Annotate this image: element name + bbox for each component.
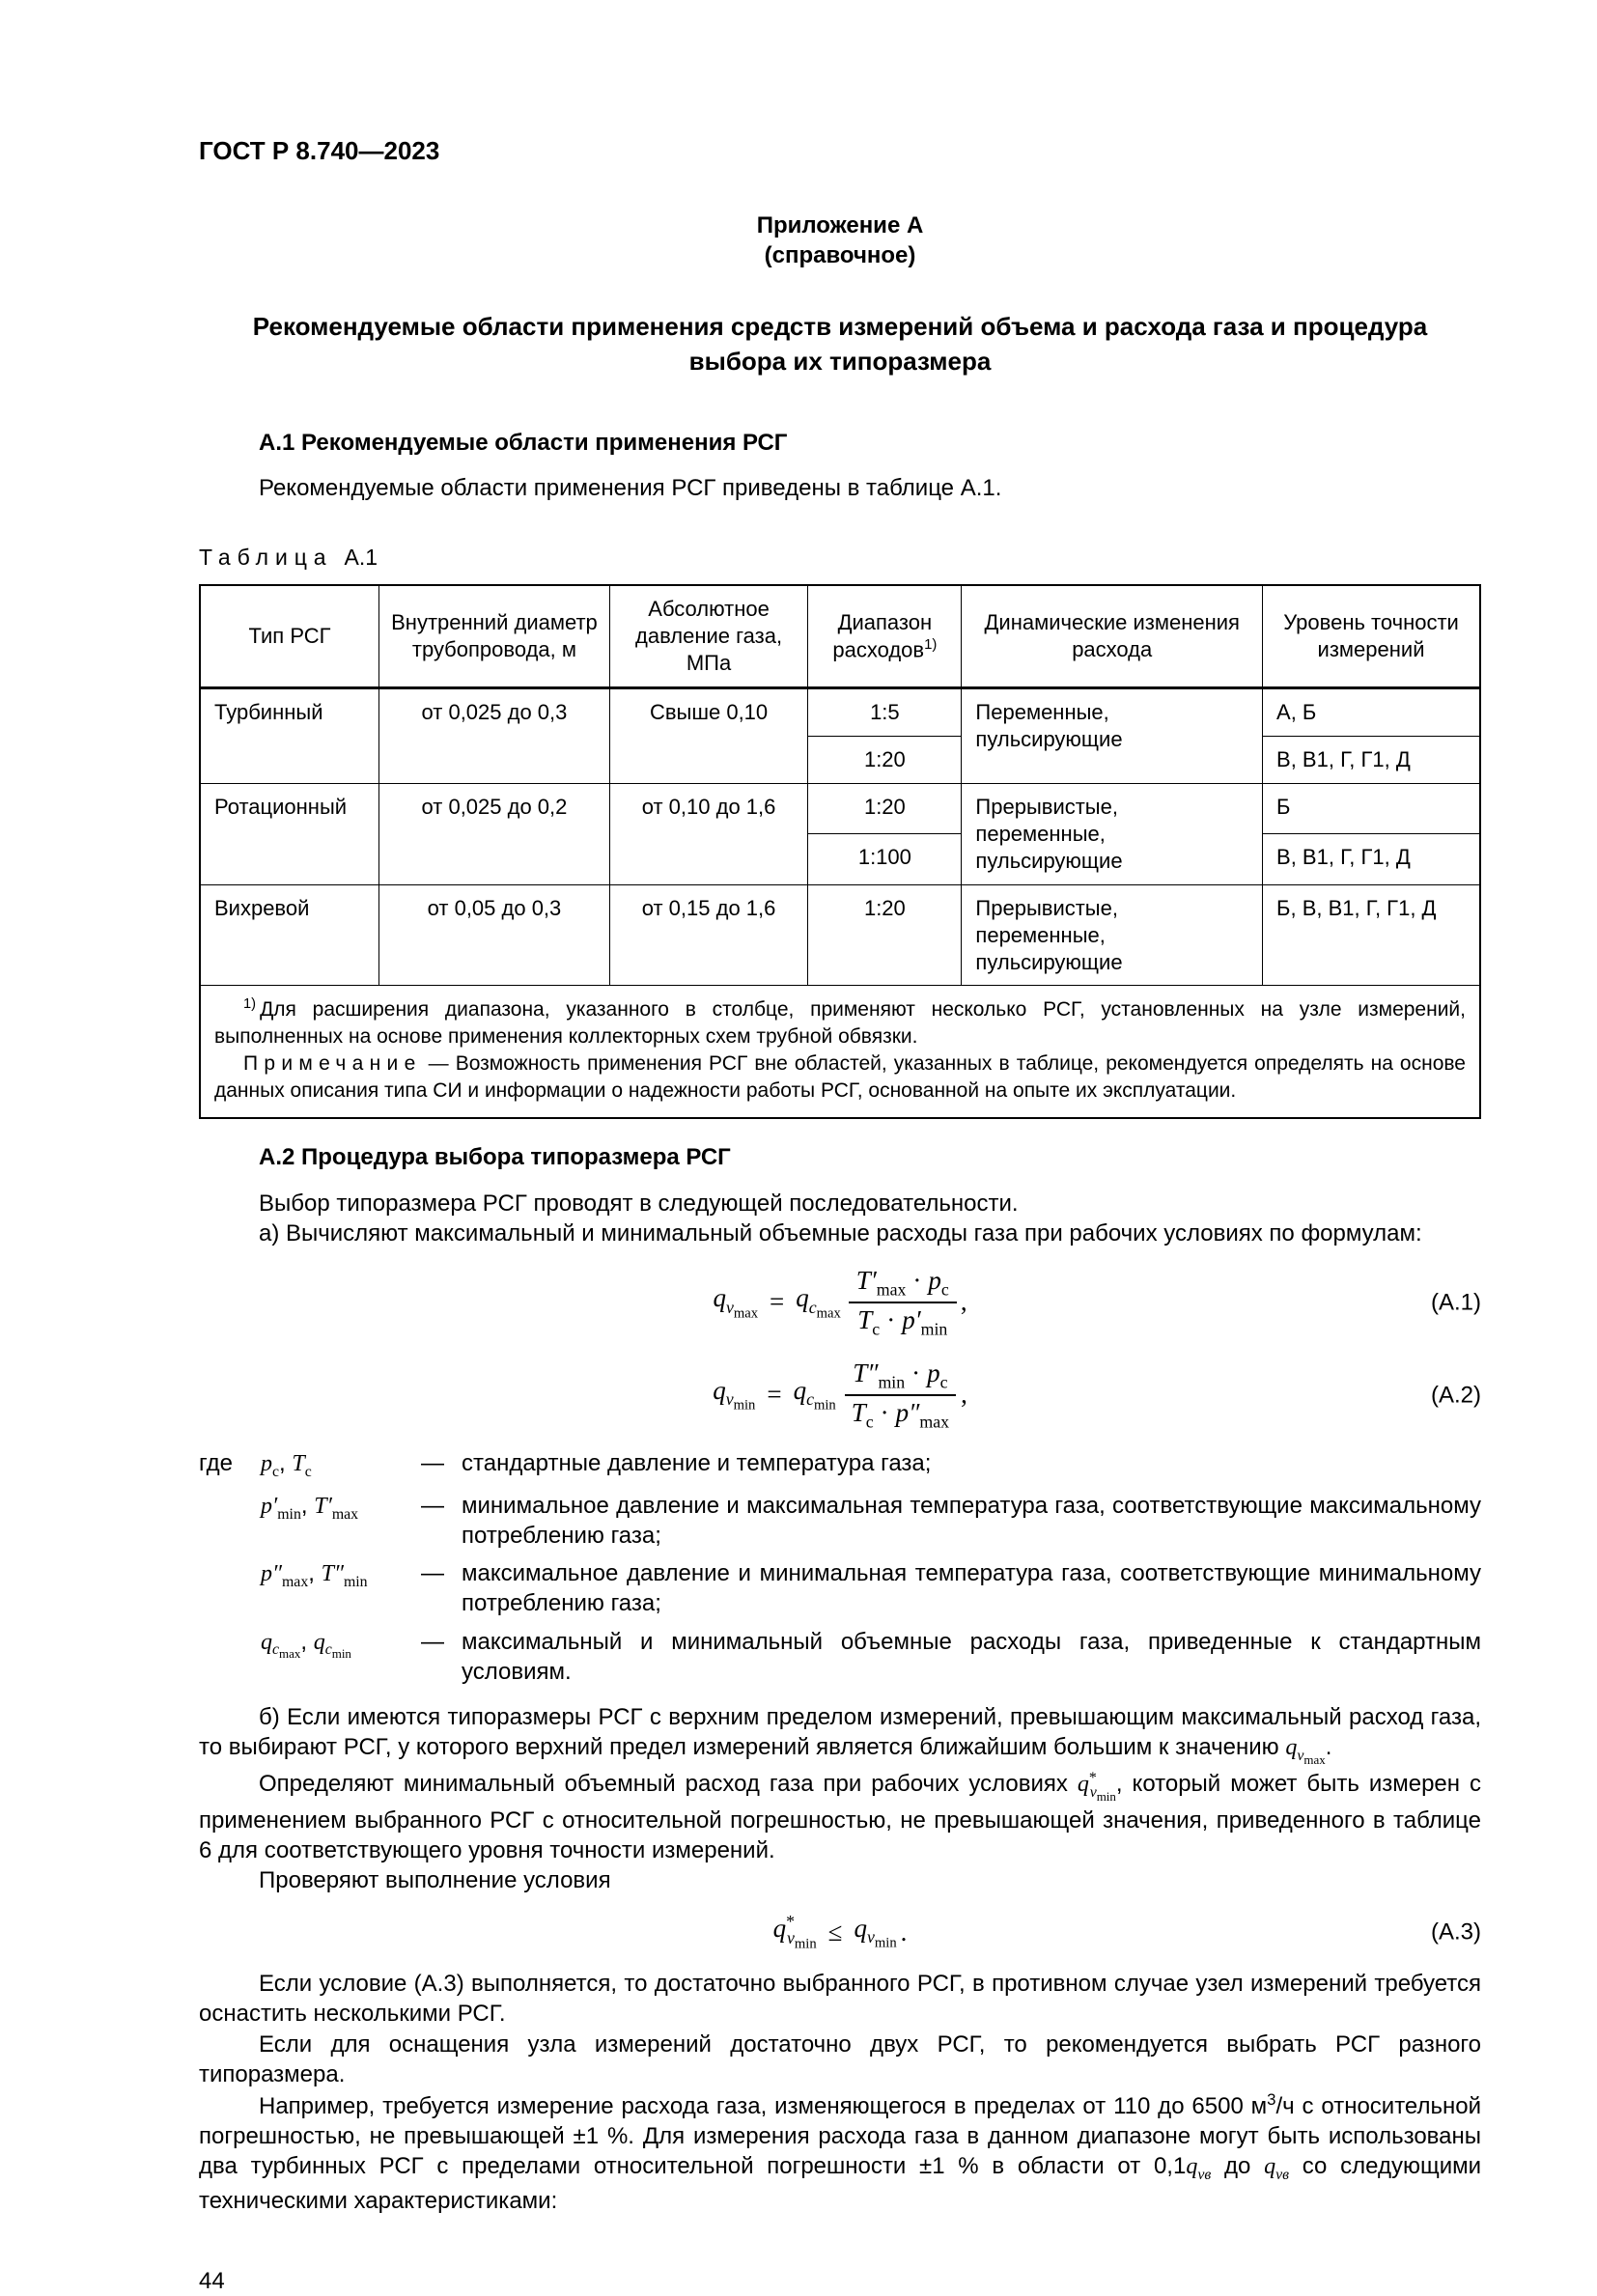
table-footnote-row — [200, 986, 1480, 1118]
where-lead: где — [199, 1450, 234, 1477]
section-a1-title: А.1 Рекомендуемые области применения РСГ — [259, 429, 788, 456]
cell-range: 1:20 — [808, 884, 962, 986]
table-caption-number: А.1 — [344, 545, 378, 571]
cell-accuracy: Б, В, В1, Г, Г1, Д — [1263, 884, 1480, 986]
cell-dynamic: Переменные, пульсирующие — [962, 687, 1263, 783]
col-header-diameter: Внутренний диаметр трубопровода, м — [379, 585, 610, 687]
paragraph-example: Например, требуется измерение расхода газа, изменяющегося в пределах от 110 до 6500 $м^3/ч$ с относительной погрешностью, не превышающей ±1 %. Для измерения расхода газа в данном диапазоне могут быть использованы два турбинных РСГ с пределами относительной погрешности ±1 % в области от $0,1q_{vв}$ до $q_{vв}$ со следующими техническими характеристиками: — [199, 2090, 1482, 2214]
where-definition: минимальное давление и максимальная температура газа, соответствующие максимальному потреблению газа; — [462, 1492, 1481, 1549]
col-header-dynamic: Динамические изменения расхода — [962, 585, 1263, 687]
table-caption-label: Таблица — [199, 545, 333, 571]
table-row — [200, 884, 1480, 986]
math-var-qvmax: $q_{v_{max}}$ — [1285, 1735, 1326, 1768]
table-footnotes — [200, 986, 1480, 1118]
where-definition: максимальный и минимальный объемные расходы газа, приведенные к стандартным условиям. — [462, 1628, 1481, 1685]
where-term: $q_{c_{max}}$, $q_{c_{min}}$ — [261, 1628, 351, 1662]
where-dash: — — [421, 1450, 444, 1477]
formula-a2-expression: $q_{v_{min}}$ = $q_{c_{min}}$ $T''_{min}$ · $p_с$ $T_с$ · $p''_{max}$ , — [713, 1357, 967, 1434]
cell-dynamic: Прерывистые, переменные, пульсирующие — [962, 884, 1263, 986]
main-heading: Рекомендуемые области применения средств измерений объема и расхода газа и процедура выбора их типоразмера — [252, 312, 1428, 377]
cell-diameter: от 0,025 до 0,3 — [379, 687, 610, 783]
col-header-type: Тип РСГ — [200, 585, 379, 687]
leq-sign: ≤ — [827, 1917, 843, 1946]
footnote-ref: 1) — [924, 635, 938, 653]
cell-diameter: от 0,05 до 0,3 — [379, 884, 610, 986]
fraction — [844, 1357, 957, 1434]
appendix-title-block — [199, 210, 1481, 271]
table-footnote: $^{1)}$ Для расширения диапазона, указанного в столбце, применяют несколько РСГ, установленных на узле измерений, выполненных на основе применения коллекторных схем трубной обвязки. — [214, 996, 1466, 1049]
cell-type: Турбинный — [200, 687, 379, 783]
equals-sign: = — [770, 1287, 785, 1317]
where-term: $p_с$, $T_с$ — [261, 1450, 312, 1481]
paragraph: а) Вычисляют максимальный и минимальный объемные расходы газа при рабочих условиях по формулам: — [259, 1219, 1422, 1246]
cell-pressure: от 0,15 до 1,6 — [609, 884, 808, 986]
equals-sign: = — [767, 1379, 782, 1409]
where-term: $p'_{min}$, $T'_{max}$ — [261, 1492, 359, 1523]
cell-diameter: от 0,025 до 0,2 — [379, 783, 610, 884]
cell-accuracy: Б — [1263, 783, 1480, 833]
formula-a1 — [199, 1264, 1481, 1341]
superscript-3: 3 — [1267, 2090, 1276, 2110]
numerator: $T'_{max}$ · $p_с$ — [849, 1264, 957, 1303]
math-var-qvmax: $q_{v_{max}}$ — [713, 1283, 758, 1322]
cell-pressure: от 0,10 до 1,6 — [609, 783, 808, 884]
formula-label: (А.3) — [1430, 1918, 1481, 1946]
formula-a1-expression: $q_{v_{max}}$ = $q_{c_{max}}$ $T'_{max}$ · $p_с$ $T_с$ · $p'_{min}$ , — [713, 1264, 967, 1341]
math-var-qcmax: $q_{c_{max}}$ — [796, 1283, 841, 1322]
cell-accuracy: В, В1, Г, Г1, Д — [1263, 834, 1480, 884]
table-caption — [199, 544, 1481, 573]
cell-range: 1:20 — [808, 783, 962, 833]
table-a1 — [199, 584, 1481, 1119]
table-header-row — [200, 585, 1480, 687]
math-var-qvmin: $q_{v_{min}}$ — [854, 1913, 897, 1951]
fraction — [849, 1264, 957, 1341]
cell-range: 1:5 — [808, 687, 962, 736]
table-row — [200, 687, 1480, 736]
paragraph-determine: Определяют минимальный объемный расход газа при рабочих условиях $q^*_{v_{min}}$, который может быть измерен с применением выбранного РСГ с относительной погрешностью, не превышающей значения, приведенного в таблице 6 для соответствующего уровня точности измерений. — [199, 1769, 1481, 1863]
cell-accuracy: В, В1, Г, Г1, Д — [1263, 736, 1480, 783]
math-var-qvmin: $q_{v_{min}}$ — [713, 1376, 756, 1414]
paragraph-b: б) Если имеются типоразмеры РСГ с верхним пределом измерений, превышающим максимальный расход газа, то выбирают РСГ, у которого верхний предел измерений является ближайшим большим к значению $q_{v_{max}}$. — [199, 1703, 1481, 1768]
formula-a2 — [199, 1357, 1481, 1434]
table-note: Примечание — Возможность применения РСГ вне областей, указанных в таблице, рекомендуется определять на основе данных описания типа СИ и информации о надежности работы РСГ, основанной на опыте их эксплуатации. — [214, 1051, 1466, 1102]
note-label: Примечание — [243, 1051, 422, 1075]
formula-label: (А.1) — [1430, 1289, 1481, 1316]
appendix-kind: (справочное) — [764, 242, 916, 269]
where-definition: стандартные давление и температура газа; — [462, 1450, 932, 1477]
paragraph: Если для оснащения узла измерений достаточно двух РСГ, то рекомендуется выбрать РСГ разного типоразмера. — [199, 2030, 1481, 2087]
col-header-accuracy: Уровень точности измерений — [1263, 585, 1480, 687]
formula-a3-expression: $q^*_{v_{min}}$ ≤ $q_{v_{min}}$ . — [772, 1912, 908, 1952]
footnote-marker: 1) — [243, 996, 257, 1013]
paragraph-check: Проверяют выполнение условия — [259, 1867, 611, 1894]
cell-accuracy: А, Б — [1263, 687, 1480, 736]
section-a2-title: А.2 Процедура выбора типоразмера РСГ — [259, 1144, 731, 1171]
where-definition: максимальное давление и минимальная температура газа, соответствующие минимальному потреблению газа; — [462, 1560, 1481, 1617]
math-var-qvb: $q_{vв}$ — [1186, 2154, 1212, 2184]
math-var-qcmin: $q_{c_{min}}$ — [793, 1376, 836, 1414]
where-list — [199, 1448, 1481, 1687]
math-var-qstar-vmin: $q^*_{v_{min}}$ — [772, 1912, 817, 1952]
cell-type: Ротационный — [200, 783, 379, 884]
col-header-pressure: Абсолютное давление газа, МПа — [609, 585, 808, 687]
table-row — [200, 783, 1480, 833]
denominator: $T_с$ · $p''_{max}$ — [851, 1397, 950, 1431]
paragraph-a1-intro: Рекомендуемые области применения РСГ приведены в таблице А.1. — [259, 475, 1002, 502]
appendix-name: Приложение А — [756, 211, 924, 238]
cell-range: 1:100 — [808, 834, 962, 884]
where-dash: — — [421, 1560, 444, 1587]
note-dash: — — [428, 1051, 449, 1075]
where-dash: — — [421, 1492, 444, 1519]
math-var-qvb: $q_{vв}$ — [1264, 2154, 1289, 2184]
page-number: 44 — [199, 2267, 225, 2294]
math-var-qstar-vmin: $q^*_{v_{min}}$ — [1077, 1769, 1116, 1804]
denominator: $T_с$ · $p'_{min}$ — [857, 1304, 948, 1339]
formula-label: (А.2) — [1430, 1381, 1481, 1408]
cell-dynamic: Прерывистые, переменные, пульсирующие — [962, 783, 1263, 884]
cell-type: Вихревой — [200, 884, 379, 986]
numerator: $T''_{min}$ · $p_с$ — [845, 1357, 955, 1396]
where-dash: — — [421, 1628, 444, 1655]
paragraph: Выбор типоразмера РСГ проводят в следующей последовательности. — [259, 1190, 1019, 1217]
paragraph: Если условие (А.3) выполняется, то достаточно выбранного РСГ, в противном случае узел измерений требуется оснастить несколькими РСГ. — [199, 1971, 1481, 2028]
formula-a3 — [199, 1911, 1481, 1953]
document-header: ГОСТ Р 8.740—2023 — [199, 136, 440, 165]
cell-pressure: Свыше 0,10 — [609, 687, 808, 783]
where-term: $p''_{max}$, $T''_{min}$ — [261, 1560, 368, 1590]
cell-range: 1:20 — [808, 736, 962, 783]
col-header-range: Диапазон расходов$^{1)}$ — [808, 585, 962, 687]
